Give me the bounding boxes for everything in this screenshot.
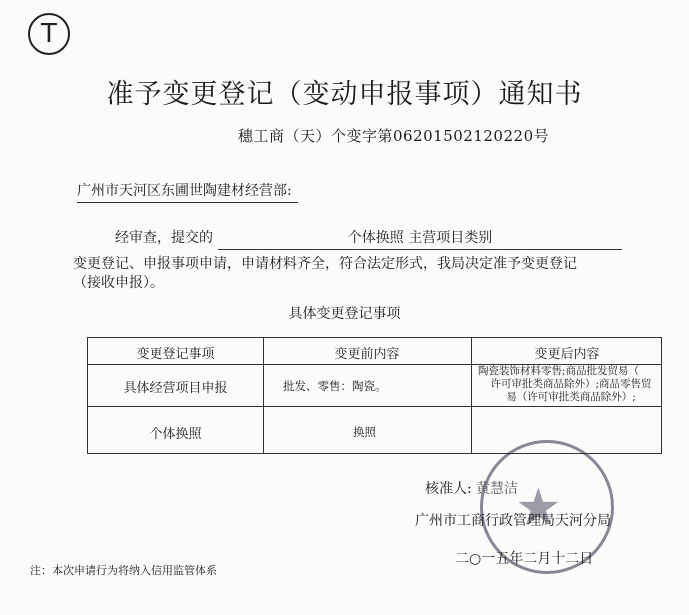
seal-star-icon: ★ (515, 478, 562, 538)
issue-date: 二○一五年二月十二日 (455, 551, 594, 567)
footnote: 注：本次申请行为将纳入信用监管体系 (30, 564, 217, 577)
header-before: 变更前内容 (334, 347, 400, 362)
body-text-line1: 变更登记、申报事项申请，申请材料齐全，符合法定形式，我局决定准予变更登记 (73, 256, 577, 272)
issuing-authority: 广州市工商行政管理局天河分局 (415, 513, 611, 529)
review-prefix: 经审查，提交的 (115, 230, 213, 246)
review-blank-field: 个体换照 主营项目类别 (218, 227, 622, 250)
change-items-table (87, 337, 662, 454)
addressee: 广州市天河区东圃世陶建材经营部: (77, 180, 298, 203)
row1-after (478, 365, 664, 404)
row1-before: 批发、零售：陶瓷。 (283, 379, 387, 393)
approver-name: 黄慧洁 (476, 481, 518, 497)
row1-after-line: 陶瓷装饰材料零售;商品批发贸易（ (478, 365, 640, 377)
document-number: 穗工商（天）个变字第06201502120220号 (238, 127, 550, 145)
row1-after-line: 许可审批类商品除外）;商品零售贸 (490, 378, 652, 390)
table-title: 具体变更登记事项 (288, 306, 401, 322)
t-mark: T (28, 13, 70, 55)
approver-label: 核准人: (425, 481, 472, 497)
row1-item: 具体经营项目申报 (123, 381, 228, 396)
document-title: 准予变更登记（变动申报事项）通知书 (106, 79, 583, 110)
row2-item: 个体换照 (149, 427, 202, 442)
header-item: 变更登记事项 (136, 347, 215, 362)
table-divider (88, 406, 661, 407)
row2-before: 换照 (353, 425, 376, 439)
header-after: 变更后内容 (534, 347, 600, 362)
row1-after-line: 易（许可审批类商品除外）; (506, 391, 636, 403)
body-text-line2: （接收申报）。 (73, 275, 164, 291)
